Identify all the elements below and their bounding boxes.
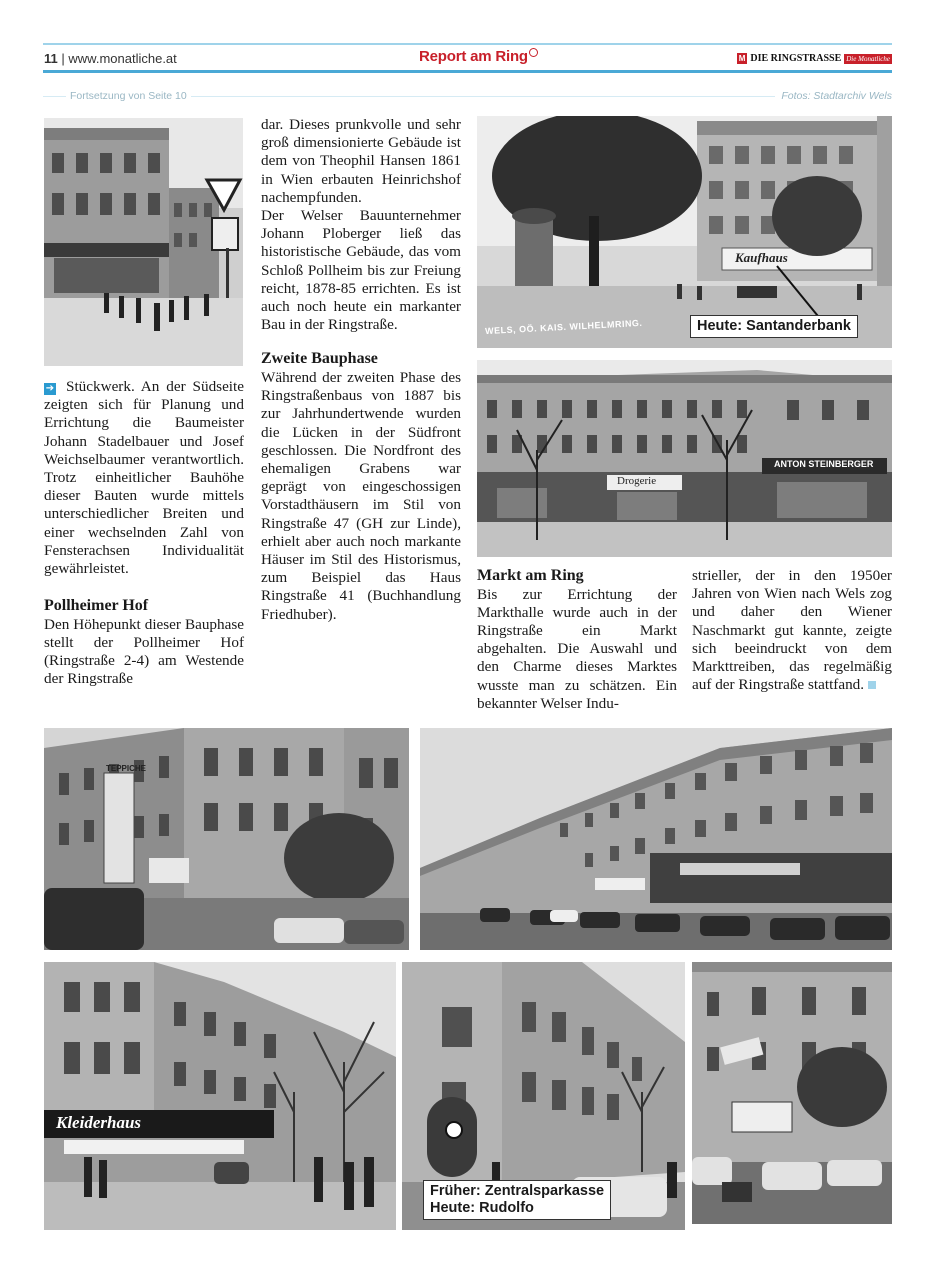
brand-m-icon: M [738, 54, 746, 63]
photo-teppiche-corner [44, 728, 409, 950]
heading-pollheimer-hof: Pollheimer Hof [44, 597, 149, 615]
page-number-value: 11 [44, 51, 58, 66]
brand-logo [737, 53, 892, 64]
caption-santander: Heute: Santanderbank [690, 315, 858, 338]
heading-zweite-bauphase: Zweite Bauphase [261, 350, 378, 368]
heading-markt-am-ring: Markt am Ring [477, 567, 584, 584]
text-column-4 [692, 567, 892, 694]
column3-body: Bis zur Errichtung der Markthalle wurde auch in der Ringstraße ein Markt abgehalten. Die Auswahl und den Charme dieses Marktes wusste man zu schätzen. Ein bekannter Welser Indu- [477, 585, 677, 712]
ring-icon [529, 48, 538, 57]
photo-postcard-kaufhaus [477, 116, 892, 348]
brand-tag: Die Monatliche [846, 54, 890, 63]
column4-body: strieller, der in den 1950er Jahren von Wien nach Wels zog und daher den Wiener Naschmarkt gut kannte, zeigte sich beeindruckt von dem Markttreiben, das regelmäßig auf der Ringstraße stattfand. [692, 567, 892, 694]
website-link[interactable]: www.monatliche.at [68, 51, 177, 66]
caption-sparkasse-line2: Heute: Rudolfo [430, 1200, 534, 1216]
end-mark-icon [868, 681, 876, 689]
teppiche-sign: TEPPICHE [106, 764, 147, 773]
photo-credit: Fotos: Stadtarchiv Wels [775, 90, 892, 102]
header-bottom-rule [43, 70, 892, 73]
column1-intro: Stückwerk. An der Südseite zeigten sich für Planung und Errichtung die Baumeister Johann Stadelbauer und Josef Weichselbaumer verantwortlich. Trotz einheitlicher Bauhöhe dieser Bauten wurde mittels unterschiedlicher Breiten und einer wechselnden Zahl von Fensterachsen Individualität gewährleistet. [44, 378, 244, 578]
drogerie-sign: Drogerie [617, 475, 657, 487]
column1-body: Den Höhepunkt dieser Bauphase stellt der Pollheimer Hof (Ringstraße 2-4) am Westende der Ringstraße [44, 615, 244, 688]
kleiderhaus-sign: Kleiderhaus [56, 1113, 142, 1132]
continue-arrow-icon: ➔ [45, 383, 55, 394]
brand-name: DIE RINGSTRASSE [750, 53, 842, 64]
column2-text2: Der Welser Bauunternehmer Johann Ploberger ließ das historistische Gebäude, das vom Schloß Pollheim bis zur Freiung reicht, 1878-85 errichten. Es ist auch noch heute ein markanter Bau in der Ringstraße. [261, 207, 461, 334]
column2-body: Während der zweiten Phase des Ringstraßenbaus von 1887 bis zur Jahrhundertwende wurden die Lücken in der Südfront geschlossen. Die Nordfront des ehemaligen Grabens war geprägt von eingeschossigen Vorstadthäusern im Stil von Ringstraße 47 (GH zur Linde), erhielt aber auch noch markante Häuser im Stil des Historismus, zum Beispiel das Haus Ringstraße 41 (Buchhandlung Friedhuber). [261, 368, 461, 623]
caption-sparkasse-line1: Früher: Zentralsparkasse [430, 1183, 605, 1199]
photo-kleiderhaus [44, 962, 396, 1230]
page-separator: | [61, 51, 65, 66]
page-number [44, 51, 177, 66]
column2-text1: dar. Dieses prunkvolle und sehr groß dimensionierte Gebäude ist dem von Theophil Hansen 1861 in Wien erbauten Heinrichshof nachempfunden. [261, 116, 461, 206]
steinberger-sign: ANTON STEINBERGER [774, 459, 874, 469]
caption-sparkasse [423, 1180, 611, 1220]
continued-from: Fortsetzung von Seite 10 [66, 90, 191, 102]
text-column-3 [477, 567, 677, 713]
section-title-text: Report am Ring [419, 48, 528, 65]
postcard-label: WELS, OÖ. KAIS. WILHELMRING. [484, 317, 643, 337]
photo-drogerie-row [477, 360, 892, 557]
text-column-2 [261, 116, 461, 624]
photo-corner-cars [692, 962, 892, 1224]
header-top-rule [43, 43, 892, 45]
kaufhaus-sign: Kaufhaus [735, 250, 788, 265]
photo-street-corner [44, 118, 243, 366]
text-column-1 [44, 378, 244, 689]
photo-street-perspective [420, 728, 892, 950]
section-title [419, 48, 538, 65]
